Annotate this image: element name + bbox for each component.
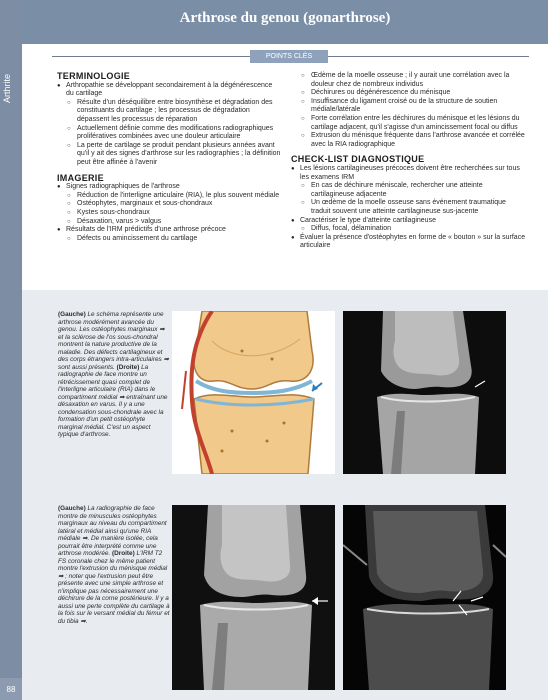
sub-bullet-item: ○ Défects ou amincissement du cartilage xyxy=(57,235,281,244)
sub-bullet-item: ○ La perte de cartilage se produit pendant plusieurs années avant qu'il y ait des signes d'arthrose sur les radiographies ; la définition peut être affinée à l'avenir xyxy=(57,142,281,168)
sub-bullet-item: ○ Extrusion du ménisque fréquente dans l'arthrose avancée et corrélée avec la RIA radiographique xyxy=(291,132,527,149)
checklist-heading: CHECK-LIST DIAGNOSTIQUE xyxy=(291,154,425,165)
sub-bullet-item: ○ Résulte d'un déséquilibre entre biosynthèse et dégradation des constituants du cartilage ; les processus de dégradation dépassent les processus de réparation xyxy=(57,99,281,125)
sub-bullet-item: ○ Actuellement définie comme des modifications radiographiques prolifératives combinées avec une douleur articulaire xyxy=(57,125,281,142)
page-header xyxy=(22,0,548,44)
knee-radiograph-1 xyxy=(343,311,506,474)
side-tab-label: Arthrite xyxy=(2,73,12,103)
imaging-heading: IMAGERIE xyxy=(57,172,104,183)
left-column xyxy=(57,72,281,243)
caption-text: La radiographie de face montre un rétrécissement quasi complet de l'interligne articulaire (RIA) dans le compartiment médial ➡ entraînant une désaxation en varus. Il y a une condensation sous-chondrale avec la formation d'un petit ostéophyte marginal médial. C'est un aspect typique d'arthrose. xyxy=(58,363,168,438)
key-points-banner: POINTS CLÉS xyxy=(250,50,328,63)
sub-bullet-item: ○ Diffus, focal, délamination xyxy=(291,225,527,234)
page-number: 88 xyxy=(0,678,22,700)
caption-label: (Gauche) xyxy=(58,505,88,512)
figure2-caption xyxy=(58,505,170,625)
sub-bullet-item: ○ Œdème de la moelle osseuse ; il y aurait une corrélation avec la douleur chez de nombreux individus xyxy=(291,72,527,89)
right-column xyxy=(291,72,527,251)
sub-bullet-item: ○ En cas de déchirure méniscale, rechercher une atteinte cartilagineuse adjacente xyxy=(291,182,527,199)
knee-schematic-illustration xyxy=(172,311,335,474)
caption-label: (Gauche) xyxy=(58,311,88,318)
checklist-list xyxy=(291,165,527,251)
sub-bullet-item: ○ Un œdème de la moelle osseuse sans événement traumatique traduit souvent une atteinte cartilagineuse sus-jacente xyxy=(291,199,527,216)
sub-bullet-item: ○ Réduction de l'interligne articulaire (RIA), le plus souvent médiale xyxy=(57,192,281,201)
bullet-item: ● Les lésions cartilagineuses précoces doivent être recherchées sur tous les examens IRM xyxy=(291,165,527,182)
caption-text: La radiographie de face montre de minuscules ostéophytes marginaux au niveau du compartiment latéral et médial ainsi qu'une RIA médiale ➡. De manière isolée, cela pourrait être interprété comme une arthrose modérée. xyxy=(58,505,167,557)
bullet-item: ● Évaluer la présence d'ostéophytes en forme de « bouton » sur la surface articulaire xyxy=(291,234,527,251)
sub-bullet-item: ○ Déchirures ou dégénérescence du ménisque xyxy=(291,89,527,98)
imaging-list xyxy=(57,183,281,243)
side-tab xyxy=(0,0,22,700)
bullet-item: ● Caractériser le type d'atteinte cartilagineuse xyxy=(291,217,527,226)
terminology-heading: TERMINOLOGIE xyxy=(57,71,131,81)
knee-mri-coronal xyxy=(343,505,506,690)
caption-label: (Droite) xyxy=(112,550,137,557)
page-title: Arthrose du genou (gonarthrose) xyxy=(179,10,391,26)
knee-radiograph-2 xyxy=(172,505,335,690)
caption-text: L'IRM T2 FS coronale chez le même patient montre l'extrusion du ménisque médial ➡ ; noter que l'extrusion peut être présente avec une simple arthrose et n'implique pas nécessairement une déchirure de la corne postérieure. Il y a aussi une perte complète du cartilage à la fois sur le versant médial du fémur et du tibia ➡. xyxy=(58,550,170,625)
bullet-item: ● Arthropathie se développant secondairement à la dégénérescence du cartilage xyxy=(57,82,281,99)
sub-bullet-item: ○ Désaxation, varus > valgus xyxy=(57,218,281,227)
caption-label: (Droite) xyxy=(116,363,142,371)
sub-bullet-item: ○ Ostéophytes, marginaux et sous-chondraux xyxy=(57,200,281,209)
sub-bullet-item: ○ Kystes sous-chondraux xyxy=(57,209,281,218)
caption-text: Le schéma représente une arthrose modérément avancée du genou. Les ostéophytes marginaux ➡ et la sclérose de l'os sous-chondral montrent la nature productive de la maladie. Des défects cartilagineux et des corps étrangers intra-articulaires ➡ sont aussi présents. xyxy=(58,311,169,371)
sub-bullet-item: ○ Insuffisance du ligament croisé ou de la structure de soutien médiale/latérale xyxy=(291,98,527,115)
mri-findings-list xyxy=(291,72,527,149)
bullet-item: ● Signes radiographiques de l'arthrose xyxy=(57,183,281,192)
figure1-caption xyxy=(58,311,170,439)
sub-bullet-item: ○ Forte corrélation entre les déchirures du ménisque et les lésions du cartilage adjacent, qu'il s'agisse d'un amincissement focal ou diffus xyxy=(291,115,527,132)
bullet-item: ● Résultats de l'IRM prédictifs d'une arthrose précoce xyxy=(57,226,281,235)
terminology-list xyxy=(57,82,281,168)
